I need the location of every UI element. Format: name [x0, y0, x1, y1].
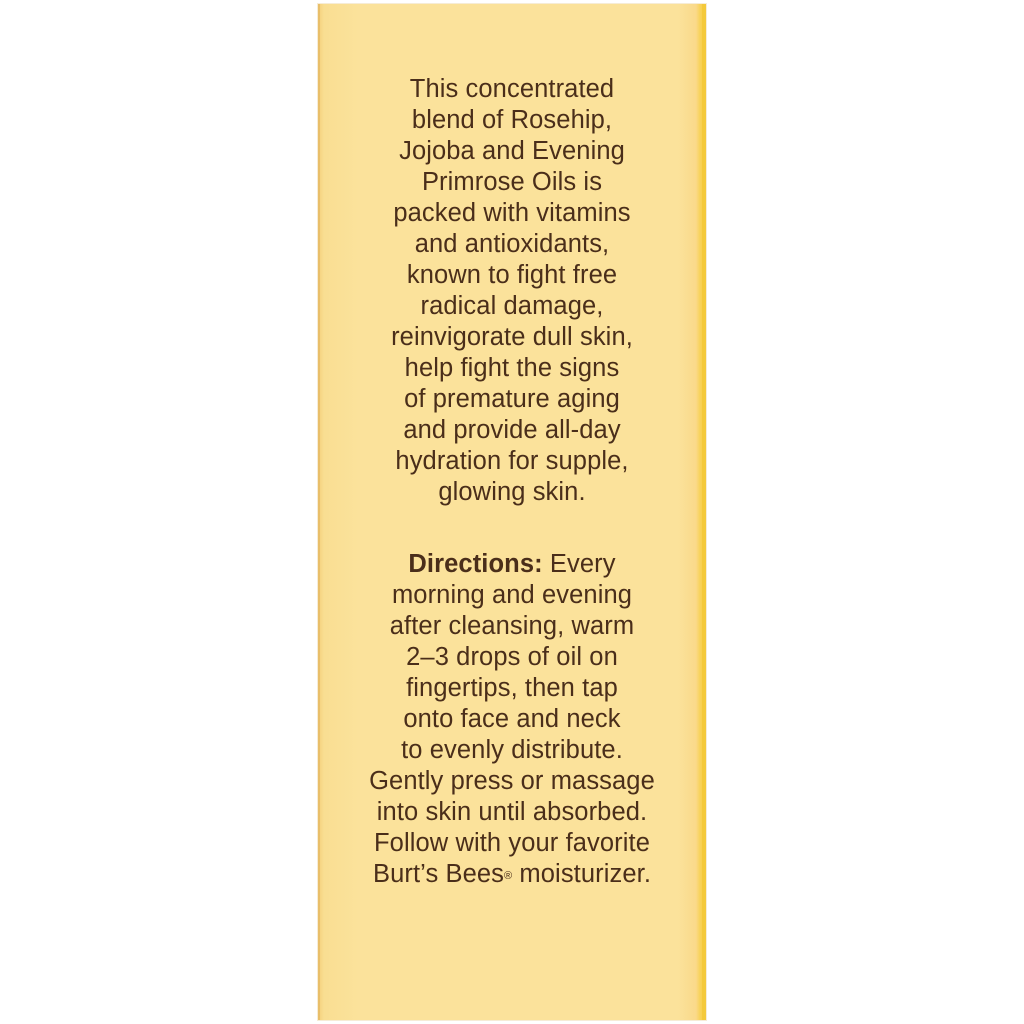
description-line: This concentrated: [409, 75, 615, 103]
directions-last-line-text: moisturizer.: [512, 860, 651, 888]
description-line: and provide all-day: [403, 416, 621, 444]
product-description: [318, 74, 706, 508]
directions-line: to evenly distribute.: [401, 736, 623, 764]
brand-name: Burt’s Bees: [373, 860, 505, 888]
description-line: help fight the signs: [404, 354, 620, 382]
description-line: Jojoba and Evening: [399, 137, 625, 165]
directions-line: Gently press or massage: [369, 767, 655, 795]
directions-section: [318, 549, 706, 890]
directions-first-line: [318, 549, 706, 580]
registered-mark: ®: [504, 870, 513, 882]
description-line: known to fight free: [406, 261, 618, 289]
directions-line: 2–3 drops of oil on: [406, 643, 618, 671]
directions-line: into skin until absorbed.: [376, 798, 648, 826]
description-line: blend of Rosehip,: [411, 106, 613, 134]
directions-first-line-text: Every: [542, 550, 616, 578]
directions-line: fingertips, then tap: [406, 674, 618, 702]
description-line: radical damage,: [420, 292, 604, 320]
box-side-panel: [318, 4, 706, 1020]
directions-line: morning and evening: [391, 581, 633, 609]
directions-last-line: [318, 859, 706, 890]
description-line: glowing skin.: [438, 478, 586, 506]
description-line: reinvigorate dull skin,: [391, 323, 633, 351]
directions-line: after cleansing, warm: [389, 612, 635, 640]
directions-line: onto face and neck: [403, 705, 621, 733]
description-line: Primrose Oils is: [421, 168, 603, 196]
description-line: of premature aging: [404, 385, 620, 413]
description-line: hydration for supple,: [395, 447, 629, 475]
description-line: and antioxidants,: [414, 230, 610, 258]
description-line: packed with vitamins: [393, 199, 631, 227]
directions-heading: Directions:: [408, 550, 543, 578]
directions-line: Follow with your favorite: [373, 829, 650, 857]
